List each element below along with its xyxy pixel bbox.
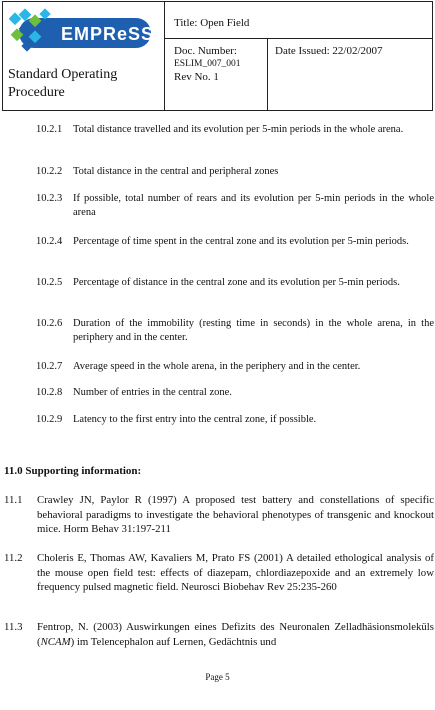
reference-item bbox=[4, 493, 434, 537]
list-item bbox=[36, 386, 434, 400]
revision-number: Rev No. 1 bbox=[174, 71, 219, 83]
item-text: Average speed in the whole arena, in the periphery and in the center. bbox=[73, 361, 361, 372]
item-number: 10.2.3 bbox=[36, 193, 63, 204]
reference-italic-term: NCAM bbox=[40, 635, 71, 648]
item-number: 10.2.9 bbox=[36, 414, 63, 425]
item-number: 10.2.5 bbox=[36, 277, 63, 288]
item-number: 10.2.1 bbox=[36, 124, 63, 135]
empress-logo bbox=[9, 8, 159, 60]
item-text: Percentage of distance in the central zone and its evolution per 5-min periods. bbox=[73, 277, 400, 288]
reference-item bbox=[4, 620, 434, 649]
reference-text: Choleris E, Thomas AW, Kavaliers M, Prato FS (2001) A detailed ethological analysis of the mouse open field test: effects of diazepam, chlordiazepoxide and an extremely low frequency pulsed magnetic field. Neurosci Biobehav Rev 25:235-260 bbox=[37, 552, 434, 593]
reference-number: 11.2 bbox=[4, 552, 23, 564]
item-text: Total distance travelled and its evolution per 5-min periods in the whole arena. bbox=[73, 124, 404, 135]
date-issued: Date Issued: 22/02/2007 bbox=[275, 45, 383, 57]
page-number: Page 5 bbox=[205, 672, 230, 682]
header-divider bbox=[165, 38, 432, 39]
reference-text-part: ) im Telencephalon auf Lernen, Gedächtnis und bbox=[70, 635, 277, 648]
list-item bbox=[36, 360, 434, 374]
list-item bbox=[36, 317, 434, 345]
item-number: 10.2.7 bbox=[36, 361, 63, 372]
document-header bbox=[2, 1, 433, 111]
header-divider bbox=[267, 39, 268, 110]
item-number: 10.2.6 bbox=[36, 318, 63, 329]
list-item bbox=[36, 123, 434, 137]
list-item bbox=[36, 192, 434, 220]
item-text: Duration of the immobility (resting time in seconds) in the whole arena, in the periphery and in the center. bbox=[73, 318, 434, 343]
list-item bbox=[36, 413, 434, 427]
item-text: Number of entries in the central zone. bbox=[73, 387, 232, 398]
reference-text: Crawley JN, Paylor R (1997) A proposed test battery and constellations of specific behavioral paradigms to investigate the behavioral phenotypes of transgenic and knockout mice. Horm Behav 31:197-211 bbox=[37, 494, 434, 535]
item-number: 10.2.8 bbox=[36, 387, 63, 398]
reference-item bbox=[4, 551, 434, 595]
list-item bbox=[36, 276, 434, 290]
item-text: Percentage of time spent in the central zone and its evolution per 5-min periods. bbox=[73, 236, 409, 247]
doc-number-label: Doc. Number: bbox=[174, 45, 237, 57]
section-heading: 11.0 Supporting information: bbox=[4, 465, 142, 477]
list-item bbox=[36, 165, 434, 179]
item-text: Latency to the first entry into the central zone, if possible. bbox=[73, 414, 317, 425]
doc-number: ESLIM_007_001 bbox=[174, 59, 241, 69]
reference-number: 11.3 bbox=[4, 621, 23, 633]
doc-title: Title: Open Field bbox=[174, 17, 250, 29]
logo-text: EMPReSS bbox=[61, 24, 155, 44]
item-text: Total distance in the central and peripheral zones bbox=[73, 166, 279, 177]
sop-label: Standard Operating Procedure bbox=[8, 67, 118, 100]
reference-text bbox=[37, 620, 434, 649]
doc-number-block bbox=[174, 45, 241, 84]
item-text: If possible, total number of rears and its evolution per 5-min periods in the whole arena bbox=[73, 193, 434, 218]
list-item bbox=[36, 235, 434, 249]
item-number: 10.2.2 bbox=[36, 166, 63, 177]
item-number: 10.2.4 bbox=[36, 236, 63, 247]
reference-text-part: Fentrop, N. (2003) Auswirkungen eines Defizits des Neuronalen Zelladhäsionsmoleküls ( bbox=[37, 621, 434, 648]
header-divider bbox=[164, 2, 165, 110]
reference-number: 11.1 bbox=[4, 494, 23, 506]
